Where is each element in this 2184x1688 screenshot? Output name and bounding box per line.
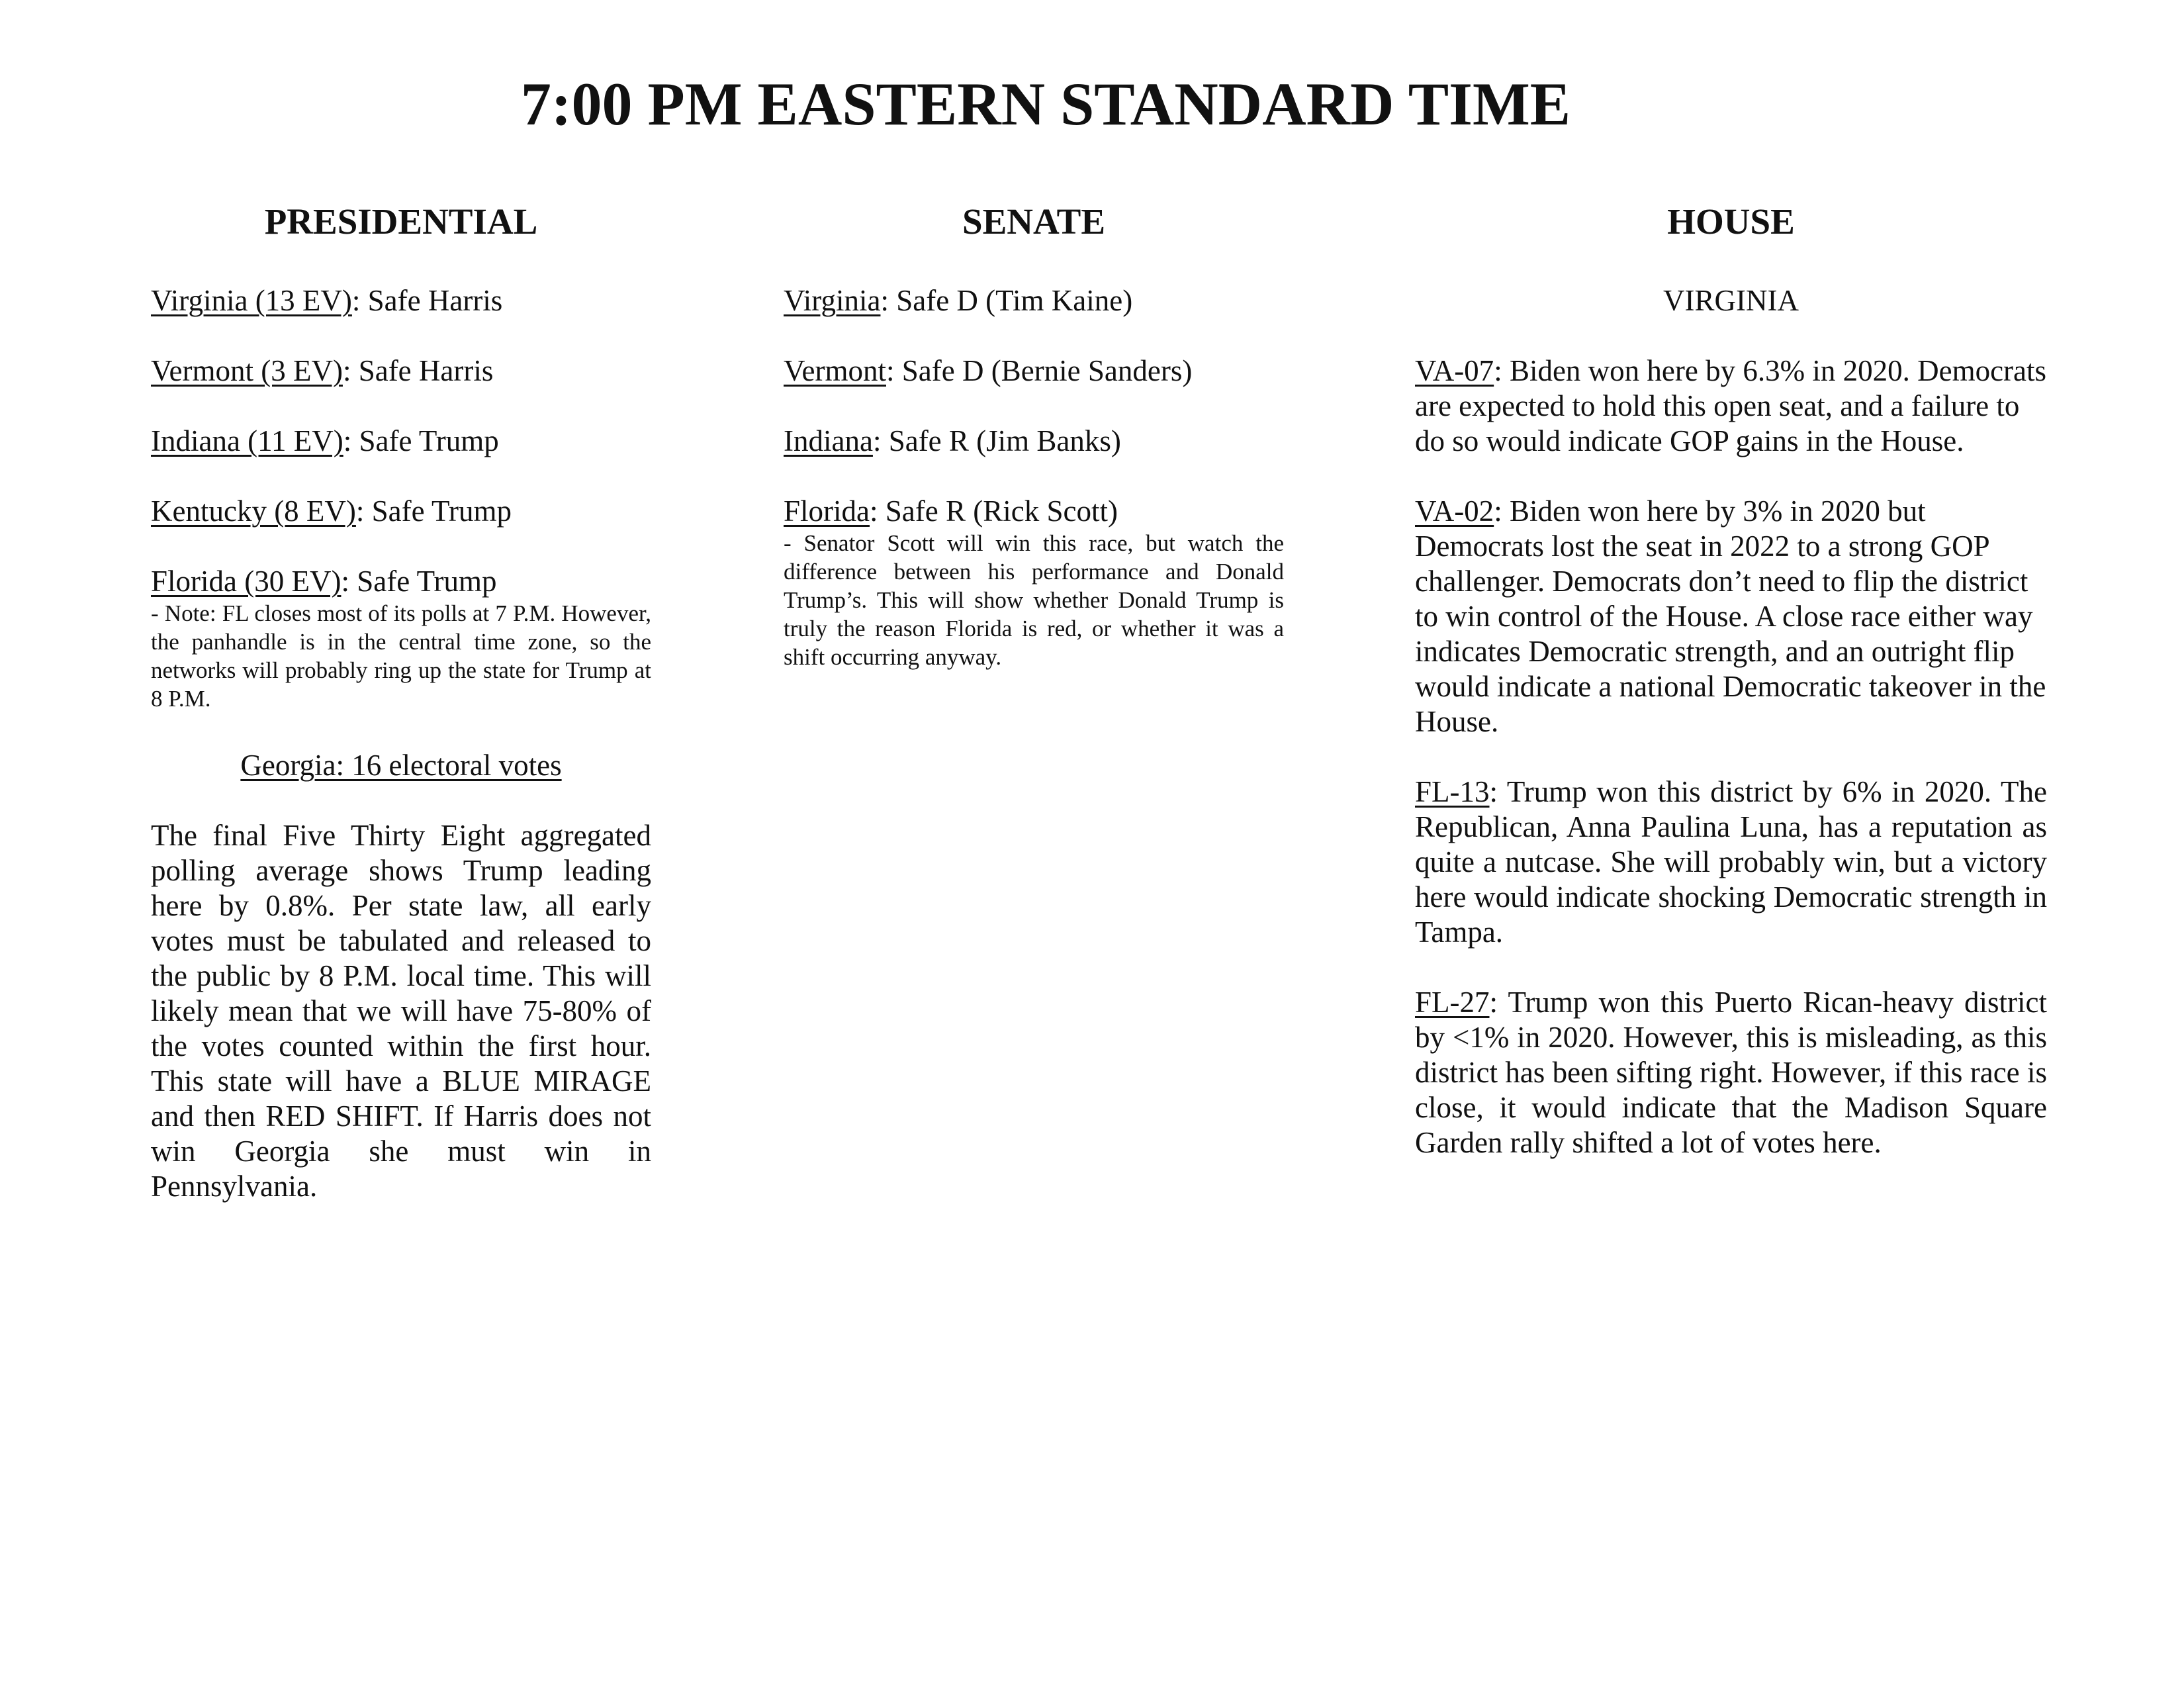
state-label: Virginia (13 EV) <box>151 284 352 317</box>
race-rating: : Safe R (Rick Scott) <box>870 494 1118 528</box>
senate-column <box>784 200 1284 706</box>
georgia-text: The final Five Thirty Eight aggregated polling average shows Trump leading here by 0.8%. Per state law, all early votes must be tabulated and released to the public by 8 P.M. local time. This will likely mean that we will have 75-80% of the votes counted within the first hour. This state will have a BLUE MIRAGE and then RED SHIFT. If Harris does not win Georgia she must win in Pennsylvania. <box>151 819 651 1203</box>
district-label: VA-07 <box>1415 354 1494 387</box>
house-item-fl-13 <box>1415 774 2047 950</box>
district-text: : Biden won here by 3% in 2020 but Democrats lost the seat in 2022 to a strong GOP challenger. Democrats don’t need to flip the district to win control of the House. A close race either way indicates Democratic strength, and an outright flip would indicate a national Democratic takeover in the House. <box>1415 494 2046 738</box>
race-rating: : Safe Trump <box>341 565 497 598</box>
presidential-item-florida <box>151 564 651 599</box>
senate-item-indiana <box>784 424 1284 459</box>
house-item-fl-27 <box>1415 985 2047 1160</box>
race-rating: : Safe Harris <box>351 284 503 317</box>
house-heading: HOUSE <box>1667 201 1795 242</box>
race-rating: : Safe Trump <box>343 424 499 457</box>
district-text: : Trump won this Puerto Rican-heavy district by <1% in 2020. However, this is misleading, as this district has been sifting right. However, if this race is close, it would indicate that the Madison Square Garden rally shifted a lot of votes here. <box>1415 986 2047 1159</box>
race-rating: : Safe R (Jim Banks) <box>872 424 1121 457</box>
senate-item-vermont <box>784 353 1284 389</box>
state-label: Indiana <box>784 424 873 457</box>
district-text: : Trump won this district by 6% in 2020. The Republican, Anna Paulina Luna, has a reputation as quite a nutcase. She will probably win, but a victory here would indicate shocking Democratic strength in Tampa. <box>1415 775 2047 949</box>
district-label: FL-27 <box>1415 986 1490 1019</box>
state-label: Vermont <box>784 354 886 387</box>
presidential-item-kentucky <box>151 494 651 529</box>
district-text: : Biden won here by 6.3% in 2020. Democrats are expected to hold this open seat, and a failure to do so would indicate GOP gains in the House. <box>1415 354 2047 457</box>
race-rating: : Safe D (Tim Kaine) <box>880 284 1133 317</box>
presidential-heading: PRESIDENTIAL <box>264 201 538 242</box>
presidential-item-indiana <box>151 424 651 459</box>
presidential-item-vermont <box>151 353 651 389</box>
presidential-column <box>151 200 651 1239</box>
race-rating: : Safe Trump <box>355 494 512 528</box>
senate-item-florida <box>784 494 1284 529</box>
senate-heading: SENATE <box>962 201 1105 242</box>
race-rating: : Safe Harris <box>342 354 494 387</box>
district-label: FL-13 <box>1415 775 1490 808</box>
state-label: Florida <box>784 494 870 528</box>
state-label: Indiana (11 EV) <box>151 424 343 457</box>
state-label: Virginia <box>784 284 881 317</box>
house-item-va-07 <box>1415 353 2047 459</box>
page-title: 7:00 PM EASTERN STANDARD TIME <box>520 70 1571 138</box>
house-item-va-02 <box>1415 494 2047 739</box>
district-label: VA-02 <box>1415 494 1494 528</box>
race-rating: : Safe D (Bernie Sanders) <box>886 354 1193 387</box>
senate-item-virginia <box>784 283 1284 318</box>
senate-florida-note: - Senator Scott will win this race, but watch the difference between his performance and Donald Trump’s. This will show whether Donald Trump is truly the reason Florida is red, or whether it was a shift occurring anyway. <box>784 530 1284 670</box>
georgia-heading-text: Georgia: 16 electoral votes <box>240 749 562 782</box>
georgia-heading <box>151 748 651 783</box>
house-subheading: VIRGINIA <box>1663 284 1799 317</box>
presidential-item-virginia <box>151 283 651 318</box>
state-label: Florida (30 EV) <box>151 565 341 598</box>
florida-note: - Note: FL closes most of its polls at 7 P.M. However, the panhandle is in the central time zone, so the networks will probably ring up the state for Trump at 8 P.M. <box>151 600 651 712</box>
state-label: Kentucky (8 EV) <box>151 494 356 528</box>
house-column <box>1415 200 2047 1196</box>
state-label: Vermont (3 EV) <box>151 354 343 387</box>
